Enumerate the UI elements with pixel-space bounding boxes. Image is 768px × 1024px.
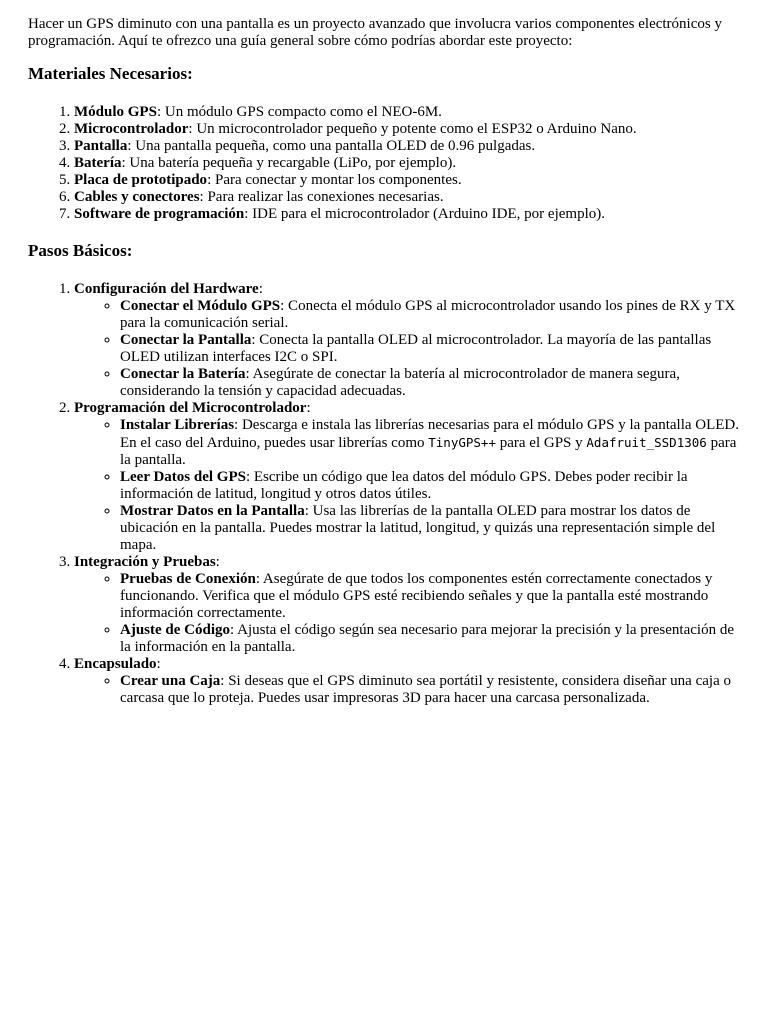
list-item: 5. Placa de prototipado: Para conectar y montar los componentes.	[74, 172, 744, 189]
list-item: 4. Batería: Una batería pequeña y recargable (LiPo, por ejemplo).	[74, 155, 744, 172]
step-section: 1. Configuración del Hardware: ◦ Conectar el Módulo GPS: Conecta el módulo GPS al microcontrolador usando los pines de RX y TX para la comunicación serial. ◦ Conectar la Pantalla: Conecta la pantalla OLED al microcontrolador. La mayoría de las pantallas OLED utilizan interfaces I2C o SPI. ◦ Conectar la Batería: Asegúrate de conectar la batería al microcontrolador de manera segura, considerando la tensión y capacidad adecuadas.	[74, 281, 744, 400]
sub-item: ◦ Conectar el Módulo GPS: Conecta el módulo GPS al microcontrolador usando los pines de RX y TX para la comunicación serial.	[120, 298, 744, 332]
sub-item: ◦ Ajuste de Código: Ajusta el código según sea necesario para mejorar la precisión y la presentación de la información en la pantalla.	[120, 622, 744, 656]
code-tinygps: TinyGPS++	[428, 435, 496, 450]
sub-item: ◦ Instalar Librerías: Descarga e instala las librerías necesarias para el módulo GPS y la pantalla OLED. En el caso del Arduino, puedes usar librerías como TinyGPS++ para el GPS y Adafruit_SSD1306 para la pantalla.	[120, 417, 744, 469]
sub-list	[74, 571, 744, 656]
list-item: 2. Microcontrolador: Un microcontrolador pequeño y potente como el ESP32 o Arduino Nano.	[74, 121, 744, 138]
list-item: 3. Pantalla: Una pantalla pequeña, como una pantalla OLED de 0.96 pulgadas.	[74, 138, 744, 155]
sub-list	[74, 417, 744, 554]
sub-item: ◦ Crear una Caja: Si deseas que el GPS diminuto sea portátil y resistente, considera diseñar una caja o carcasa que lo proteja. Puedes usar impresoras 3D para hacer una carcasa personalizada.	[120, 673, 744, 707]
code-adafruit-ssd1306: Adafruit_SSD1306	[586, 435, 707, 450]
list-item: 6. Cables y conectores: Para realizar las conexiones necesarias.	[74, 189, 744, 206]
materials-list	[28, 104, 744, 223]
sub-list	[74, 298, 744, 400]
sub-item: ◦ Conectar la Pantalla: Conecta la pantalla OLED al microcontrolador. La mayoría de las pantallas OLED utilizan interfaces I2C o SPI.	[120, 332, 744, 366]
list-item: 7. Software de programación: IDE para el microcontrolador (Arduino IDE, por ejemplo).	[74, 206, 744, 223]
list-item: 1. Módulo GPS: Un módulo GPS compacto como el NEO-6M.	[74, 104, 744, 121]
sub-item: ◦ Leer Datos del GPS: Escribe un código que lea datos del módulo GPS. Debes poder recibir la información de latitud, longitud y otros datos útiles.	[120, 469, 744, 503]
intro-paragraph: Hacer un GPS diminuto con una pantalla es un proyecto avanzado que involucra varios componentes electrónicos y programación. Aquí te ofrezco una guía general sobre cómo podrías abordar este proyecto:	[28, 16, 722, 49]
steps-heading: Pasos Básicos:	[28, 241, 133, 260]
step-section: 2. Programación del Microcontrolador: ◦ Instalar Librerías: Descarga e instala las librerías necesarias para el módulo GPS y la pantalla OLED. En el caso del Arduino, puedes usar librerías como TinyGPS++ para el GPS y Adafruit_SSD1306 para la pantalla. ◦ Leer Datos del GPS: Escribe un código que lea datos del módulo GPS. Debes poder recibir la información de latitud, longitud y otros datos útiles. ◦ Mostrar Datos en la Pantalla: Usa las librerías de la pantalla OLED para mostrar los datos de ubicación en la pantalla. Puedes mostrar la latitud, longitud, y quizás una representación simple del mapa.	[74, 400, 744, 554]
sub-item: ◦ Pruebas de Conexión: Asegúrate de que todos los componentes estén correctamente conectados y funcionando. Verifica que el módulo GPS esté recibiendo señales y que la pantalla esté mostrando información correctamente.	[120, 571, 744, 622]
sub-item: ◦ Mostrar Datos en la Pantalla: Usa las librerías de la pantalla OLED para mostrar los datos de ubicación en la pantalla. Puedes mostrar la latitud, longitud, y quizás una representación simple del mapa.	[120, 503, 744, 554]
sub-list	[74, 673, 744, 707]
materials-heading: Materiales Necesarios:	[28, 64, 193, 83]
steps-list	[28, 281, 744, 707]
sub-item: ◦ Conectar la Batería: Asegúrate de conectar la batería al microcontrolador de manera segura, considerando la tensión y capacidad adecuadas.	[120, 366, 744, 400]
step-section: 3. Integración y Pruebas: ◦ Pruebas de Conexión: Asegúrate de que todos los componentes estén correctamente conectados y funcionando. Verifica que el módulo GPS esté recibiendo señales y que la pantalla esté mostrando información correctamente. ◦ Ajuste de Código: Ajusta el código según sea necesario para mejorar la precisión y la presentación de la información en la pantalla.	[74, 554, 744, 656]
step-section: 4. Encapsulado: ◦ Crear una Caja: Si deseas que el GPS diminuto sea portátil y resistente, considera diseñar una caja o carcasa que lo proteja. Puedes usar impresoras 3D para hacer una carcasa personalizada.	[74, 656, 744, 707]
